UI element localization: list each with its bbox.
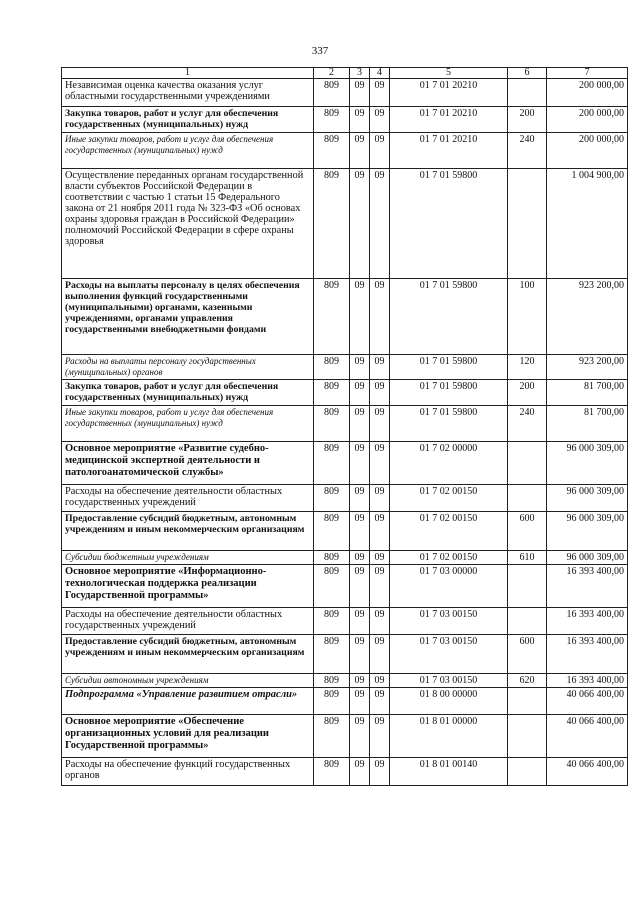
cell-section: 09: [350, 406, 370, 442]
cell-section: 09: [350, 355, 370, 380]
budget-table: [61, 67, 628, 786]
cell-amount: 40 066 400,00: [547, 715, 628, 758]
cell-subsection: 09: [370, 688, 390, 715]
cell-expense-type: [508, 758, 547, 786]
cell-expense-type: [508, 608, 547, 635]
table-row: [62, 758, 628, 786]
column-header: 4: [370, 68, 390, 79]
cell-section: 09: [350, 279, 370, 355]
cell-target-item: 01 7 01 59800: [390, 279, 508, 355]
cell-subsection: 09: [370, 79, 390, 107]
table-row: [62, 485, 628, 512]
cell-ministry-code: 809: [314, 355, 350, 380]
cell-name: Основное мероприятие «Информационно-технологическая поддержка реализации Государственной программы»: [62, 565, 314, 608]
cell-expense-type: 240: [508, 133, 547, 169]
cell-expense-type: 100: [508, 279, 547, 355]
cell-name: Предоставление субсидий бюджетным, автономным учреждениям и иным некоммерческим организациям: [62, 512, 314, 551]
table-row: [62, 512, 628, 551]
cell-name: Основное мероприятие «Обеспечение организационных условий для реализации Государственной программы»: [62, 715, 314, 758]
table-row: [62, 674, 628, 688]
cell-amount: 200 000,00: [547, 133, 628, 169]
cell-subsection: 09: [370, 674, 390, 688]
cell-expense-type: 620: [508, 674, 547, 688]
table-row: [62, 279, 628, 355]
cell-section: 09: [350, 107, 370, 133]
cell-section: 09: [350, 688, 370, 715]
cell-section: 09: [350, 635, 370, 674]
table-row: [62, 133, 628, 169]
cell-subsection: 09: [370, 608, 390, 635]
cell-target-item: 01 7 03 00150: [390, 608, 508, 635]
table-row: [62, 169, 628, 279]
cell-ministry-code: 809: [314, 551, 350, 565]
cell-ministry-code: 809: [314, 107, 350, 133]
cell-amount: 200 000,00: [547, 107, 628, 133]
cell-ministry-code: 809: [314, 608, 350, 635]
cell-name: Подпрограмма «Управление развитием отрасли»: [62, 688, 314, 715]
table-row: [62, 406, 628, 442]
cell-amount: 923 200,00: [547, 355, 628, 380]
cell-expense-type: [508, 688, 547, 715]
cell-expense-type: 120: [508, 355, 547, 380]
cell-ministry-code: 809: [314, 133, 350, 169]
cell-subsection: 09: [370, 279, 390, 355]
column-header: 3: [350, 68, 370, 79]
cell-expense-type: [508, 79, 547, 107]
cell-amount: 16 393 400,00: [547, 565, 628, 608]
cell-target-item: 01 7 02 00000: [390, 442, 508, 485]
cell-ministry-code: 809: [314, 758, 350, 786]
cell-target-item: 01 8 00 00000: [390, 688, 508, 715]
cell-subsection: 09: [370, 380, 390, 406]
cell-target-item: 01 7 03 00000: [390, 565, 508, 608]
table-row: [62, 688, 628, 715]
cell-expense-type: 600: [508, 635, 547, 674]
cell-subsection: 09: [370, 169, 390, 279]
cell-amount: 96 000 309,00: [547, 485, 628, 512]
table-header-row: [62, 68, 628, 79]
cell-expense-type: [508, 442, 547, 485]
cell-amount: 96 000 309,00: [547, 512, 628, 551]
cell-subsection: 09: [370, 512, 390, 551]
cell-ministry-code: 809: [314, 380, 350, 406]
cell-amount: 16 393 400,00: [547, 608, 628, 635]
column-header: 1: [62, 68, 314, 79]
cell-amount: 1 004 900,00: [547, 169, 628, 279]
cell-section: 09: [350, 758, 370, 786]
cell-ministry-code: 809: [314, 169, 350, 279]
cell-section: 09: [350, 715, 370, 758]
cell-target-item: 01 7 01 20210: [390, 107, 508, 133]
table-row: [62, 608, 628, 635]
cell-section: 09: [350, 380, 370, 406]
cell-amount: 81 700,00: [547, 406, 628, 442]
cell-target-item: 01 7 01 59800: [390, 169, 508, 279]
cell-ministry-code: 809: [314, 635, 350, 674]
cell-target-item: 01 7 01 59800: [390, 406, 508, 442]
cell-subsection: 09: [370, 442, 390, 485]
cell-expense-type: 610: [508, 551, 547, 565]
cell-section: 09: [350, 512, 370, 551]
cell-name: Иные закупки товаров, работ и услуг для обеспечения государственных (муниципальных) нужд: [62, 406, 314, 442]
cell-name: Предоставление субсидий бюджетным, автономным учреждениям и иным некоммерческим организациям: [62, 635, 314, 674]
table-row: [62, 442, 628, 485]
cell-name: Расходы на обеспечение деятельности областных государственных учреждений: [62, 485, 314, 512]
cell-amount: 96 000 309,00: [547, 551, 628, 565]
cell-ministry-code: 809: [314, 688, 350, 715]
cell-ministry-code: 809: [314, 674, 350, 688]
cell-subsection: 09: [370, 551, 390, 565]
cell-section: 09: [350, 133, 370, 169]
cell-section: 09: [350, 608, 370, 635]
cell-expense-type: [508, 565, 547, 608]
table-row: [62, 551, 628, 565]
cell-section: 09: [350, 674, 370, 688]
cell-name: Иные закупки товаров, работ и услуг для обеспечения государственных (муниципальных) нужд: [62, 133, 314, 169]
cell-expense-type: [508, 485, 547, 512]
cell-name: Закупка товаров, работ и услуг для обеспечения государственных (муниципальных) нужд: [62, 380, 314, 406]
cell-name: Расходы на обеспечение функций государственных органов: [62, 758, 314, 786]
cell-section: 09: [350, 79, 370, 107]
column-header: 7: [547, 68, 628, 79]
cell-section: 09: [350, 551, 370, 565]
cell-target-item: 01 7 02 00150: [390, 551, 508, 565]
cell-target-item: 01 7 02 00150: [390, 512, 508, 551]
table-row: [62, 79, 628, 107]
cell-name: Независимая оценка качества оказания услуг областными государственными учреждениями: [62, 79, 314, 107]
table-row: [62, 380, 628, 406]
cell-subsection: 09: [370, 565, 390, 608]
cell-expense-type: 600: [508, 512, 547, 551]
table-row: [62, 635, 628, 674]
cell-ministry-code: 809: [314, 715, 350, 758]
cell-amount: 923 200,00: [547, 279, 628, 355]
cell-ministry-code: 809: [314, 485, 350, 512]
cell-target-item: 01 7 03 00150: [390, 635, 508, 674]
column-header: 5: [390, 68, 508, 79]
cell-ministry-code: 809: [314, 442, 350, 485]
cell-ministry-code: 809: [314, 79, 350, 107]
cell-name: Расходы на выплаты персоналу государственных (муниципальных) органов: [62, 355, 314, 380]
cell-name: Субсидии бюджетным учреждениям: [62, 551, 314, 565]
cell-expense-type: [508, 169, 547, 279]
table-row: [62, 355, 628, 380]
cell-name: Основное мероприятие «Развитие судебно-медицинской экспертной деятельности и патологоанатомической службы»: [62, 442, 314, 485]
cell-target-item: 01 7 01 20210: [390, 79, 508, 107]
cell-ministry-code: 809: [314, 565, 350, 608]
cell-name: Осуществление переданных органам государственной власти субъектов Российской Федерации в соответствии с частью 1 статьи 15 Федерального закона от 21 ноября 2011 года № 323-ФЗ «Об основах охраны здоровья граждан в Российской Федерации» полномочий Российской Федерации в сфере охраны здоровья: [62, 169, 314, 279]
cell-ministry-code: 809: [314, 512, 350, 551]
cell-subsection: 09: [370, 133, 390, 169]
cell-name: Закупка товаров, работ и услуг для обеспечения государственных (муниципальных) нужд: [62, 107, 314, 133]
cell-amount: 96 000 309,00: [547, 442, 628, 485]
cell-subsection: 09: [370, 758, 390, 786]
cell-section: 09: [350, 485, 370, 512]
cell-expense-type: 200: [508, 380, 547, 406]
cell-ministry-code: 809: [314, 406, 350, 442]
column-header: 6: [508, 68, 547, 79]
cell-subsection: 09: [370, 635, 390, 674]
cell-name: Расходы на выплаты персоналу в целях обеспечения выполнения функций государственными (муниципальными) органами, казенными учреждениями, органами управления государственными внебюджетными фондами: [62, 279, 314, 355]
cell-target-item: 01 8 01 00140: [390, 758, 508, 786]
cell-ministry-code: 809: [314, 279, 350, 355]
cell-amount: 16 393 400,00: [547, 674, 628, 688]
cell-amount: 16 393 400,00: [547, 635, 628, 674]
cell-target-item: 01 8 01 00000: [390, 715, 508, 758]
column-header: 2: [314, 68, 350, 79]
cell-target-item: 01 7 02 00150: [390, 485, 508, 512]
cell-section: 09: [350, 442, 370, 485]
cell-section: 09: [350, 169, 370, 279]
cell-subsection: 09: [370, 715, 390, 758]
cell-target-item: 01 7 01 59800: [390, 355, 508, 380]
cell-subsection: 09: [370, 406, 390, 442]
cell-expense-type: 200: [508, 107, 547, 133]
cell-subsection: 09: [370, 355, 390, 380]
cell-target-item: 01 7 01 59800: [390, 380, 508, 406]
cell-name: Расходы на обеспечение деятельности областных государственных учреждений: [62, 608, 314, 635]
cell-target-item: 01 7 01 20210: [390, 133, 508, 169]
cell-subsection: 09: [370, 107, 390, 133]
cell-target-item: 01 7 03 00150: [390, 674, 508, 688]
table-row: [62, 715, 628, 758]
cell-amount: 200 000,00: [547, 79, 628, 107]
cell-amount: 40 066 400,00: [547, 758, 628, 786]
cell-subsection: 09: [370, 485, 390, 512]
cell-amount: 40 066 400,00: [547, 688, 628, 715]
page-number: 337: [311, 45, 329, 57]
cell-amount: 81 700,00: [547, 380, 628, 406]
table-row: [62, 565, 628, 608]
cell-expense-type: [508, 715, 547, 758]
cell-expense-type: 240: [508, 406, 547, 442]
cell-name: Субсидии автономным учреждениям: [62, 674, 314, 688]
cell-section: 09: [350, 565, 370, 608]
table-row: [62, 107, 628, 133]
